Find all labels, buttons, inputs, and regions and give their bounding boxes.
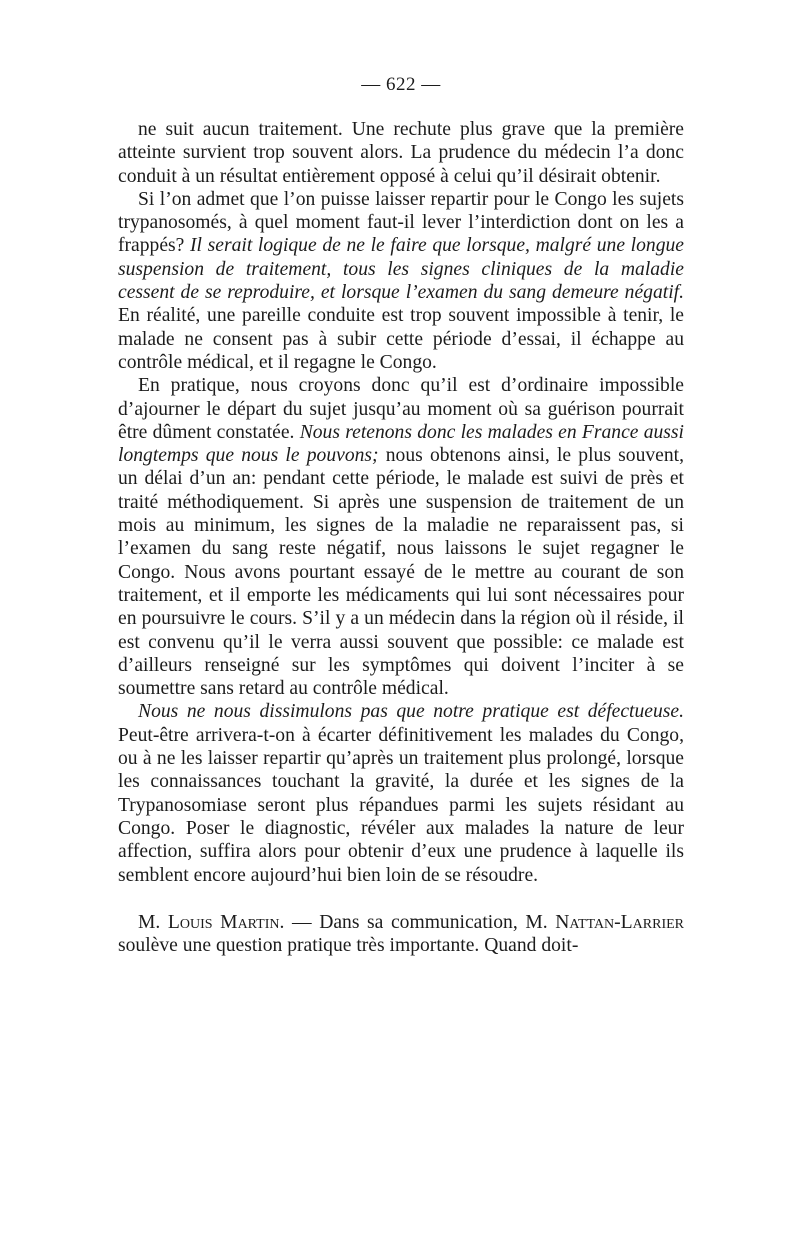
italic-segment: Il serait logique de ne le faire que lorsque, malgré une longue suspension de traitement, tous les signes cliniques de la maladie cessent de se reproduire, et lorsque l’examen du sang demeure négatif. bbox=[118, 235, 684, 304]
text-segment: En pratique, nous croyons donc qu’il est d’ordinaire impossible d’ajourner le départ du sujet jusqu’au moment où sa guérison pourrait être dûment constatée. bbox=[118, 375, 684, 443]
italic-segment: Nous retenons donc les malades en France aussi longtemps que nous le pouvons; bbox=[118, 421, 684, 467]
text-segment: En réalité, une pareille conduite est trop souvent impossible à tenir, le malade ne consent pas à subir cette période d’essai, il échappe au contrôle médical, et il regagne le Congo. bbox=[118, 305, 684, 373]
page-number: — 622 — bbox=[361, 74, 441, 95]
paragraph-louis-martin bbox=[118, 911, 684, 958]
text-segment: soulève une question pratique très importante. Quand doit- bbox=[118, 935, 579, 957]
text-segment: . — Dans sa communication, M. bbox=[279, 911, 556, 933]
speaker-name: Nattan-Larrier bbox=[555, 911, 684, 933]
text-segment: Si l’on admet que l’on puisse laisser repartir pour le Congo les sujets trypanosomés, à quel moment faut-il lever l’interdiction dont on les a frappés? bbox=[118, 188, 684, 257]
paragraph-continuation bbox=[118, 118, 684, 188]
text-segment: Peut-être arrivera-t-on à écarter définitivement les malades du Congo, ou à ne les laisser repartir qu’après un traitement plus prolongé, lorsque les connaissances touchant la gravité, la durée et les signes de la Trypanosomiase seront plus répandues parmi les sujets résidant au Congo. Poser le diagnostic, révéler aux malades la nature de leur affection, suffira alors pour obtenir d’eux une prudence à laquelle ils semblent encore aujourd’hui bien loin de se résoudre. bbox=[118, 724, 684, 886]
text-segment: nous obtenons ainsi, le plus souvent, un délai d’un an: pendant cette période, le malade est suivi de près et traité méthodiquement. Si après une suspension de traitement de un mois au minimum, les signes de la maladie ne reparaissent pas, si l’examen du sang reste négatif, nous laissons le sujet regagner le Congo. Nous avons pourtant essayé de le mettre au courant de son traitement, et il emporte les médicaments qui lui sont nécessaires pour en poursuivre le cours. S’il y a un médecin dans la région où il réside, il est convenu qu’il le verra aussi souvent que possible: ce malade est d’ailleurs renseigné sur les symptômes qui doivent l’inciter à se soumettre sans retard au contrôle médical. bbox=[118, 445, 684, 700]
paragraph-congo-question bbox=[118, 188, 684, 374]
speaker-name: Louis Martin bbox=[167, 911, 280, 933]
text-segment: ne suit aucun traitement. Une rechute plus grave que la première atteinte survient trop souvent alors. La prudence du médecin l’a donc conduit à un résultat entièrement opposé à celui qu’il désirait obtenir. bbox=[118, 119, 684, 187]
paragraph-spacer bbox=[118, 887, 684, 911]
italic-segment: Nous ne nous dissimulons pas que notre pratique est défectueuse. bbox=[138, 701, 684, 723]
book-page bbox=[118, 74, 684, 957]
paragraph-dissimulons bbox=[118, 700, 684, 886]
paragraph-en-pratique bbox=[118, 374, 684, 700]
text-segment: M. bbox=[138, 911, 168, 933]
